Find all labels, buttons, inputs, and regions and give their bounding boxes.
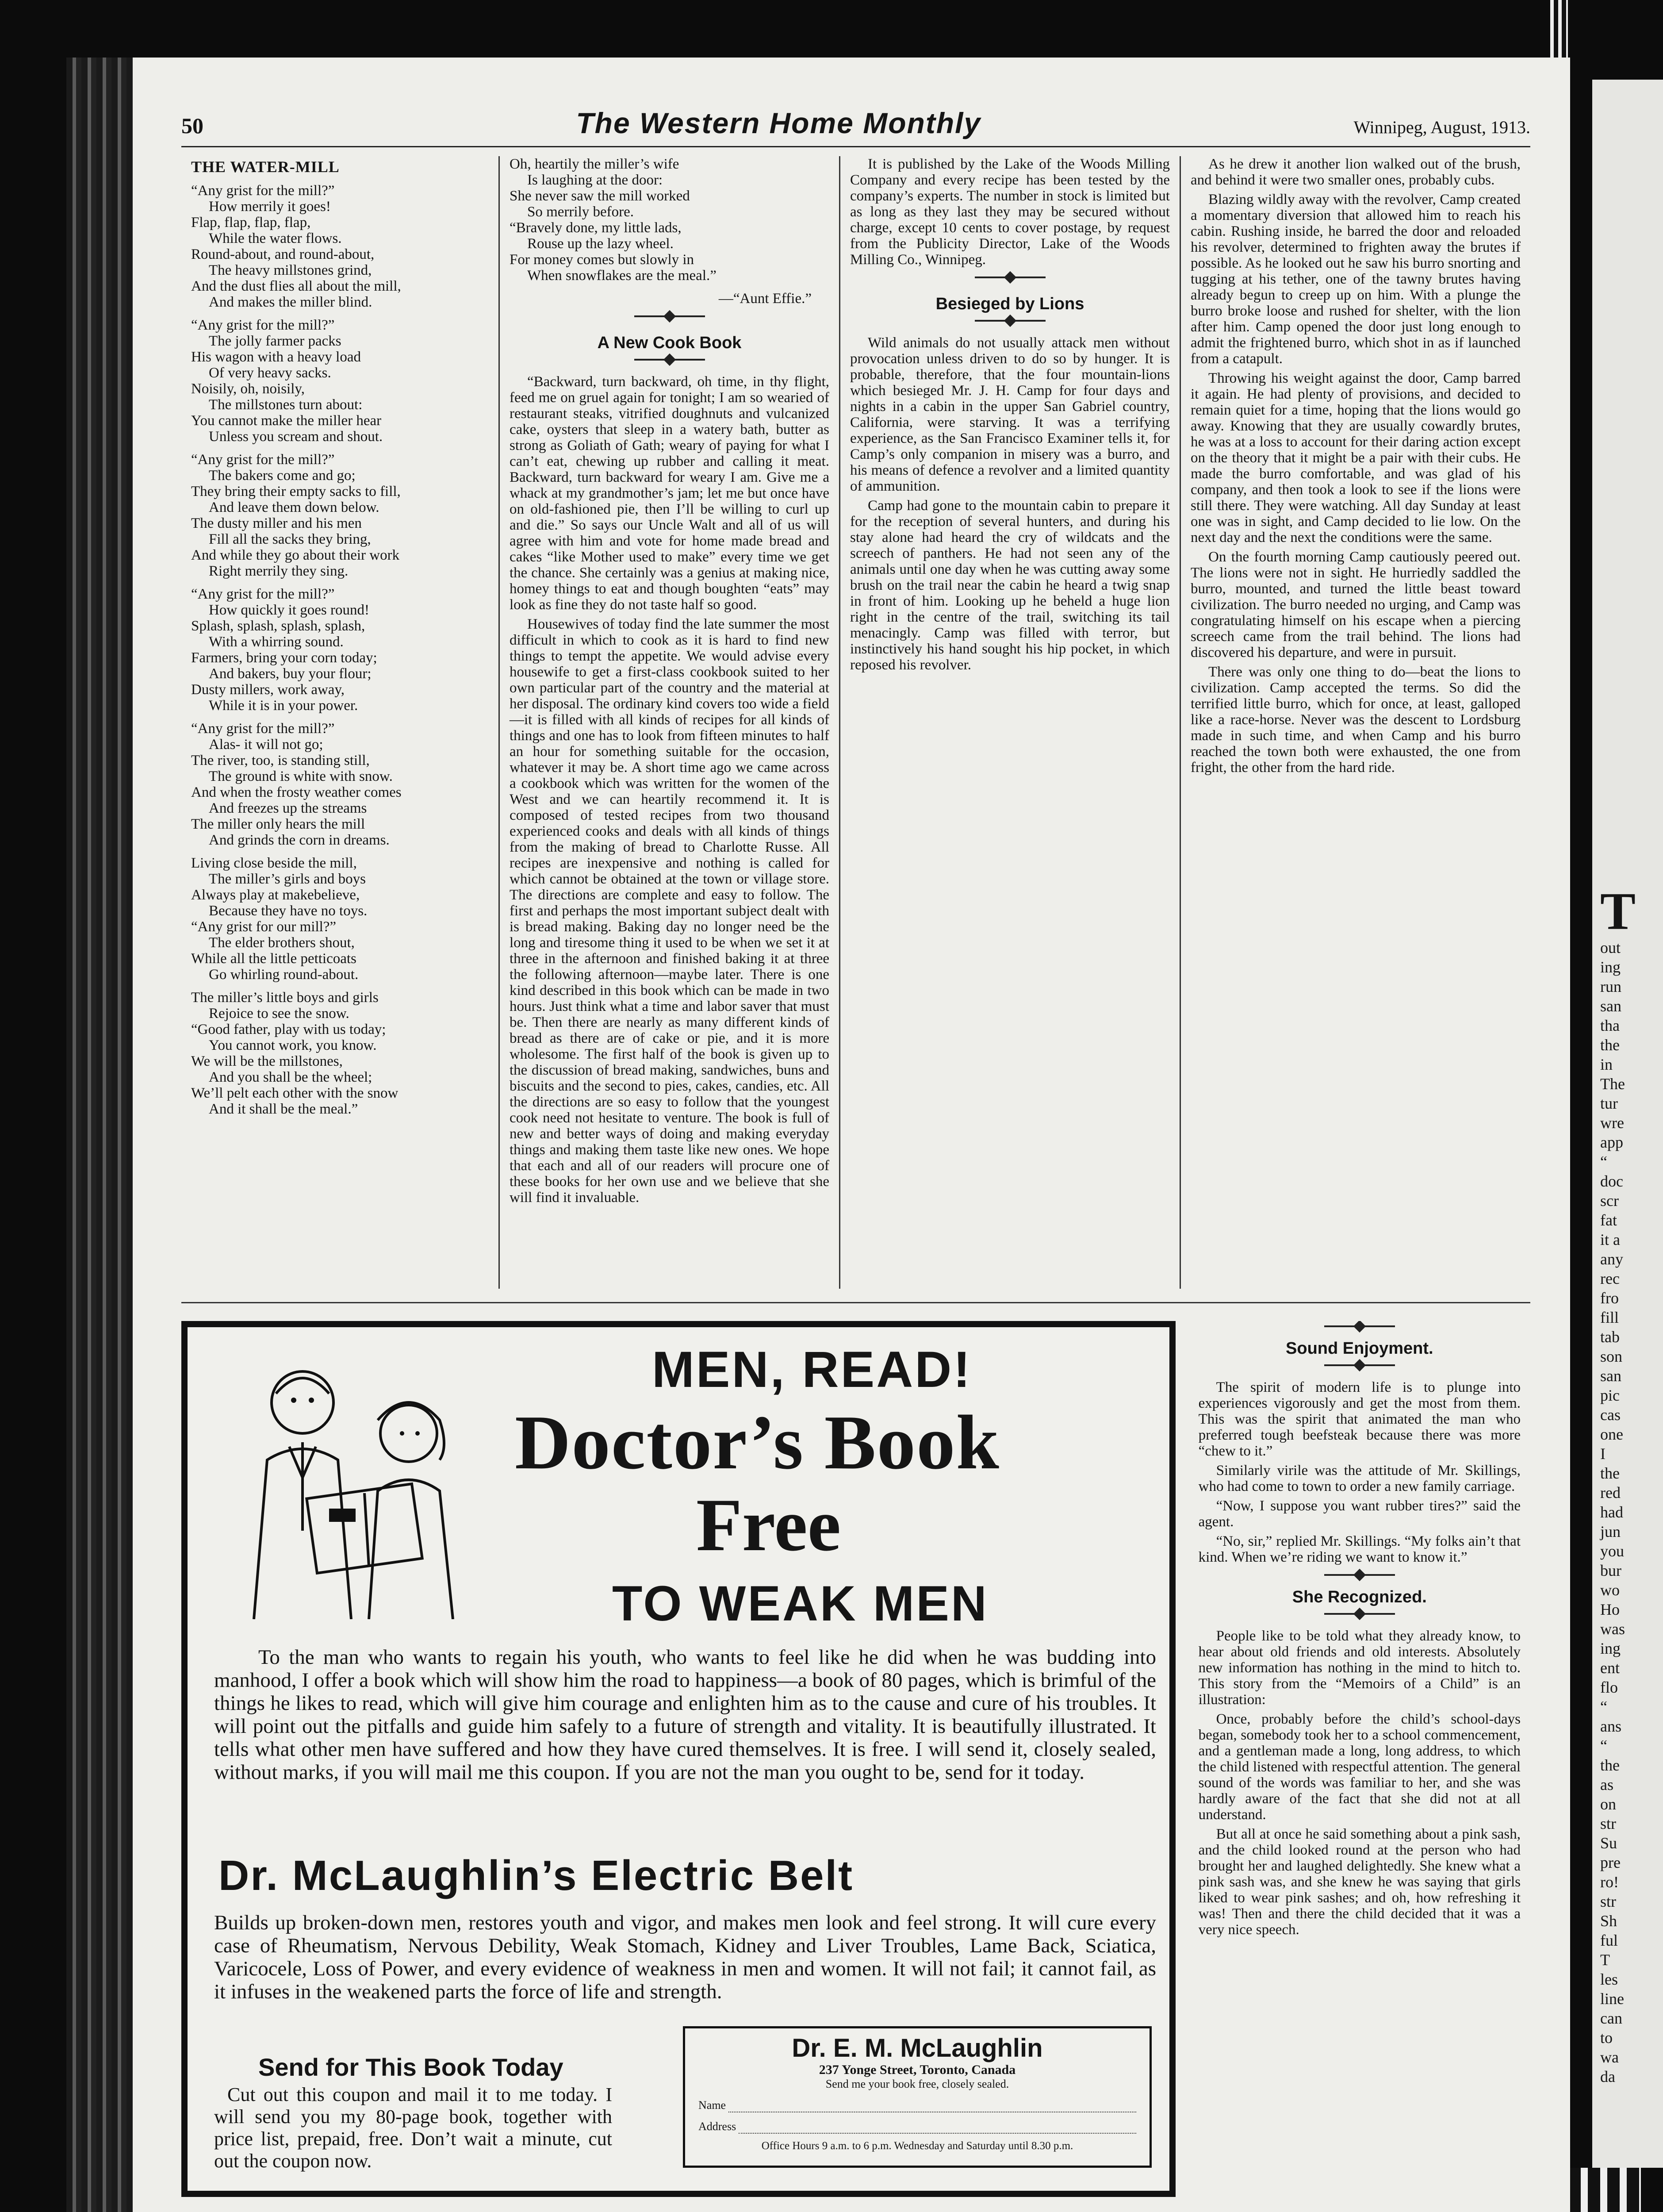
poem-line: The miller only hears the mill xyxy=(191,816,365,832)
poem-line: The miller’s little boys and girls xyxy=(191,990,379,1006)
adjacent-text-fragment: son xyxy=(1600,1348,1623,1365)
story-paragraph: “Now, I suppose you want rubber tires?” said the agent. xyxy=(1198,1498,1521,1530)
poem-column xyxy=(181,156,500,1289)
poem-line: “Any grist for the mill?” xyxy=(191,721,335,737)
poem-line: While it is in your power. xyxy=(209,698,358,714)
poem-line: Noisily, oh, noisily, xyxy=(191,381,305,397)
poem-stanzas-part2 xyxy=(510,156,829,284)
lions-paragraph: There was only one thing to do—beat the lions to civilization. Camp accepted the terms. So did the terrified little burro, which for once, at least, galloped like a race-horse. Never was the descent to Lordsburg made in such time, and when Camp and his burro reached the town both were exhausted, the one from fright, the other from the hard ride. xyxy=(1191,664,1521,776)
lions-title: Besieged by Lions xyxy=(935,295,1084,313)
lions-paragraph: Wild animals do not usually attack men without provocation unless driven to do so by hunger. It is probable, therefore, that the four mountain-lions which besieged Mr. J. H. Camp for four days and nights in a cabin in the upper San Gabriel country, California, were starving. It was a terrifying experience, as the San Francisco Examiner tells it, for Camp’s only companion in misery was a burro, and his means of defence a revolver and a limited quantity of ammunition. xyxy=(850,335,1170,494)
lions-paragraph: Blazing wildly away with the revolver, Camp created a momentary diversion that allowed him to reach his cabin. Rushing inside, he barred the door and reloaded his revolver, determined to frighten away the brutes if possible. As he looked out he saw his burro snorting and tugging at his tether, one of the tawny brutes having already begun to creep up on him. With a plunge the burro broke loose and rushed for shelter, with the lion after him. Camp opened the door just long enough to admit the frightened burro, which shot in as if launched from a catapult. xyxy=(1191,192,1521,367)
adjacent-text-fragment: ro! xyxy=(1600,1873,1619,1891)
poem-line: Dusty millers, work away, xyxy=(191,682,345,698)
poem-line: Oh, heartily the miller’s wife xyxy=(510,156,679,172)
story-paragraph: “No, sir,” replied Mr. Skillings. “My folks ain’t that kind. When we’re riding we want to know it.” xyxy=(1198,1533,1521,1565)
section-divider-ornament xyxy=(1324,1325,1395,1327)
poem-line: And leave them down below. xyxy=(209,499,379,515)
poem-line: And bakers, buy your flour; xyxy=(209,666,372,682)
poem-line: With a whirring sound. xyxy=(209,634,344,650)
poem-line: “Good father, play with us today; xyxy=(191,1022,386,1037)
cookbook-paragraph: Housewives of today find the late summer the most difficult in which to cook as it is hard to find new things to tempt the appetite. We would advise every housewife to get a first-class cookbook suited to her own particular part of the country and the material at her disposal. The ordinary kind covers too wide a field—it is filled with all kinds of recipes for all kinds of things and one has to look from fifteen minutes to half an hour for something suitable for the occasion, whatever it may be. A short time ago we came across a cookbook which was written for the women of the West and we can heartily recommend it. It is composed of tested recipes from two thousand experienced cooks and deals with all kinds of things from the making of bread to Charlotte Russe. All recipes are inexpensive and nothing is called for which cannot be obtained at the town or village store. The directions are complete and easy to follow. The first and perhaps the most important subject dealt with is bread making. Baking day no longer need be the long and tiresome thing it used to be when we set it at three in the afternoon and finished baking it at three the following afternoon—maybe later. There is one kind described in this book which can be made in two hours. Just think what a time and labor saver that must be. Then there are nearly as many different kinds of bread as there are of cake or pie, and it is more wholesome. The first half of the book is given up to the discussion of bread making, sandwiches, buns and biscuits and the second to pies, cakes, candies, etc. All the directions are so easy to follow that the youngest cook need not hesitate to venture. The book is full of new and better ways of doing and making everyday things and making them taste like new ones. We hope that each and all of our readers will procure one of these books for her own use and we believe that she will find it invaluable. xyxy=(510,616,829,1206)
adjacent-text-fragment: Sh xyxy=(1600,1912,1617,1930)
adjacent-text-fragment: san xyxy=(1600,997,1621,1015)
story-paragraph: People like to be told what they already know, to hear about old friends and old interests. Absolutely new information has nothing in the mind to hitch to. This story from the “Memoirs of a Child” is an illustration: xyxy=(1198,1628,1521,1708)
poem-stanza xyxy=(191,990,489,1117)
coupon-instruction: Send me your book free, closely sealed. xyxy=(825,2078,1009,2090)
poem-line: And the dust flies all about the mill, xyxy=(191,278,401,294)
poem-line: “Any grist for the mill?” xyxy=(191,317,335,333)
cookbook-paragraph: “Backward, turn backward, oh time, in thy flight, feed me on gruel again for tonight; I am so wearied of restaurant steaks, vitrified doughnuts and vulcanized cake, oysters that sleep in a watery bath, butter as strong as Goliath of Gath; weary of paying for what I can’t eat, chewing up rubber and calling it meat. Backward, turn backward for weary I am. Give me a whack at my grandmother’s jam; let me but once have on old-fashioned pie, then I’ll be willing to curl up and die.” So says our Uncle Walt and all of us will agree with him and vote for home made bread and cakes “like Mother used to make” every time we get the chance. She certainly was a genius at making nice, homey things to eat and though boughten “eats” may look as fine they do not taste half so good. xyxy=(510,374,829,613)
poem-line: Go whirling round-about. xyxy=(209,967,359,983)
adjacent-text-fragment: wa xyxy=(1600,2048,1619,2066)
section-divider-ornament xyxy=(634,315,705,317)
adjacent-text-fragment: fro xyxy=(1600,1289,1619,1307)
poem-stanza xyxy=(191,855,489,983)
cookbook-column xyxy=(500,156,840,1289)
poem-line: How quickly it goes round! xyxy=(209,602,369,618)
poem-line: “Any grist for our mill?” xyxy=(191,919,337,935)
adjacent-text-fragment: bur xyxy=(1600,1562,1621,1579)
poem-line: Always play at makebelieve, xyxy=(191,887,360,903)
adjacent-text-fragment: red xyxy=(1600,1484,1621,1502)
story-paragraph: The spirit of modern life is to plunge into experiences vigorously and get the most from them. This was the spirit that animated the man who preferred tough beefsteak because there was more “chew to it.” xyxy=(1198,1379,1521,1459)
mail-in-coupon[interactable] xyxy=(683,2026,1152,2168)
section-divider-ornament xyxy=(634,359,705,361)
section-divider-ornament xyxy=(1324,1574,1395,1576)
poem-stanza xyxy=(191,183,489,310)
adjacent-text-fragment: had xyxy=(1600,1503,1623,1521)
story-paragraph: But all at once he said something about a pink sash, and the child looked round at the person who had brought her and laughed delightedly. She knew what a pink sash was, and she knew he was saying that girls liked to wear pink sashes; and oh, how refreshing it was! Then and there the child decided that it was a very nice speech. xyxy=(1198,1826,1521,1938)
poem-line: And while they go about their work xyxy=(191,547,400,563)
lions-paragraph: Throwing his weight against the door, Camp barred it again. He had plenty of provisions, and decided to remain quiet for a time, hoping that the lions would go away. Knowing that they are usually cowardly brutes, he was at a loss to account for their daring action except on the theory that it might be a pair with their cubs. He made the burro comfortable, and was glad of his company, and then took a look to see if the lions were still there. They were watching. All day Sunday at least one was in sight, and Camp decided to lie low. On the next day and the next the conditions were the same. xyxy=(1191,370,1521,545)
lions-continued-column xyxy=(1181,156,1530,1289)
adjacent-text-fragment: da xyxy=(1600,2068,1615,2085)
cookbook-title: A New Cook Book xyxy=(597,334,742,352)
adjacent-text-fragment: fat xyxy=(1600,1211,1617,1229)
poem-line: She never saw the mill worked xyxy=(510,188,690,204)
coupon-office-hours: Office Hours 9 a.m. to 6 p.m. Wednesday and Saturday until 8.30 p.m. xyxy=(761,2140,1073,2152)
poem-line: For money comes but slowly in xyxy=(510,252,694,268)
short-stories-column xyxy=(1189,1321,1530,2206)
adjacent-text-fragment: “ xyxy=(1600,1698,1607,1716)
adjacent-text-fragment: ans xyxy=(1600,1717,1621,1735)
section-divider-ornament xyxy=(975,276,1046,278)
adjacent-text-fragment: “ xyxy=(1600,1737,1607,1755)
section-divider-ornament xyxy=(1324,1364,1395,1366)
coupon-address-field[interactable]: Address xyxy=(698,2120,1136,2134)
adjacent-text-fragment: you xyxy=(1600,1542,1624,1560)
adjacent-text-fragment: tur xyxy=(1600,1094,1618,1112)
adjacent-text-fragment: ing xyxy=(1600,1640,1621,1657)
poem-line: “Any grist for the mill?” xyxy=(191,586,335,602)
adjacent-text-fragment: the xyxy=(1600,1036,1620,1054)
ad-headline-free: Free xyxy=(696,1483,841,1567)
poem-stanzas-part1 xyxy=(191,183,489,1117)
doctors-book-advertisement xyxy=(181,1321,1176,2197)
poem-line: And grinds the corn in dreams. xyxy=(209,832,390,848)
adjacent-text-fragment: one xyxy=(1600,1425,1623,1443)
adjacent-text-fragment: tab xyxy=(1600,1328,1620,1346)
sound-enjoyment-title: Sound Enjoyment. xyxy=(1286,1339,1433,1358)
adjacent-text-fragment: “ xyxy=(1600,1153,1607,1171)
ad-headline-doctors-book: Doctor’s Book xyxy=(515,1399,1000,1485)
poem-line: The ground is white with snow. xyxy=(209,768,393,784)
poem-line: The elder brothers shout, xyxy=(209,935,355,951)
masthead-title: The Western Home Monthly xyxy=(576,107,981,139)
adjacent-text-fragment: to xyxy=(1600,2029,1613,2047)
adjacent-text-fragment: pic xyxy=(1600,1386,1620,1404)
adjacent-drop-cap: T xyxy=(1600,882,1636,941)
poem-line: Splash, splash, splash, splash, xyxy=(191,618,365,634)
adjacent-text-fragment: can xyxy=(1600,2009,1622,2027)
poem-line: You cannot make the miller hear xyxy=(191,413,382,429)
poem-line: The dusty miller and his men xyxy=(191,515,362,531)
adjacent-text-fragment: out xyxy=(1600,939,1621,956)
poem-line: The miller’s girls and boys xyxy=(209,871,366,887)
adjacent-text-fragment: T xyxy=(1600,1951,1610,1969)
couple-reading-illustration xyxy=(201,1345,510,1619)
poem-stanza xyxy=(191,721,489,848)
adjacent-text-fragment: ent xyxy=(1600,1659,1620,1677)
bottom-section xyxy=(181,1302,1530,2206)
poem-line: While the water flows. xyxy=(209,230,342,246)
poem-stanza xyxy=(510,156,829,284)
poem-line: The river, too, is standing still, xyxy=(191,753,370,768)
poem-line: “Any grist for the mill?” xyxy=(191,183,335,199)
poem-stanza xyxy=(191,452,489,579)
poem-line: How merrily it goes! xyxy=(209,199,331,215)
poem-line: And freezes up the streams xyxy=(209,800,367,816)
poem-line: And when the frosty weather comes xyxy=(191,784,402,800)
book-binding xyxy=(66,58,133,2212)
adjacent-text-fragment: wre xyxy=(1600,1114,1624,1132)
poem-line: While all the little petticoats xyxy=(191,951,356,967)
ad-send-heading: Send for This Book Today xyxy=(258,2053,563,2081)
poem-line: Of very heavy sacks. xyxy=(209,365,331,381)
poem-line: The jolly farmer packs xyxy=(209,333,341,349)
adjacent-text-fragment: app xyxy=(1600,1133,1623,1151)
poem-line: The bakers come and go; xyxy=(209,468,356,484)
poem-line: You cannot work, you know. xyxy=(209,1037,377,1053)
ad-body-text: To the man who wants to regain his youth, who wants to feel like he did when he was budding into manhood, I offer a book which will show him the road to happiness—a book of 80 pages, which is brimful of the things he likes to read, which will give him courage and enlighten him as to the cause and cure of his troubles. It will point out the pitfalls and guide him safely to a future of strength and vitality. It is beautifully illustrated. It tells what other men have suffered and how they have cured themselves. It is free. I will send it, closely sealed, without marks, if you will mail me this coupon. If you are not the man you ought to be, send for it today. xyxy=(214,1646,1156,1784)
poem-line: Living close beside the mill, xyxy=(191,855,357,871)
cookbook-paragraph: It is published by the Lake of the Woods Milling Company and every recipe has been tested by the company’s experts. The number in stock is limited but as long as they last they may be secured without charge, except 10 cents to cover postage, by request from the Publicity Director, Lake of the Woods Milling Co., Winnipeg. xyxy=(850,156,1170,268)
story-paragraph: Once, probably before the child’s school-days began, somebody took her to a school commencement, and a gentleman made a long, long address, to which the child listened with respectful attention. The general sound of the words was familiar to her, and she was hardly aware of the fact that she did not at all understand. xyxy=(1198,1711,1521,1823)
poem-line: Unless you scream and shout. xyxy=(209,429,383,445)
poem-line: Rejoice to see the snow. xyxy=(209,1006,349,1022)
poem-line: And it shall be the meal.” xyxy=(209,1101,358,1117)
lions-paragraph: On the fourth morning Camp cautiously peered out. The lions were not in sight. He hurriedly saddled the burro, mounted, and turned the little beast toward civilization. The burro needed no urging, and Camp was congratulating himself on his escape when a piercing screech came from the trail behind. The lions had discovered his departure, and were in pursuit. xyxy=(1191,549,1521,661)
ad-headline-men-read: MEN, READ! xyxy=(652,1341,972,1398)
ad-belt-description: Builds up broken-down men, restores youth and vigor, and makes men look and feel strong. It will cure every case of Rheumatism, Nervous Debility, Weak Stomach, Kidney and Liver Troubles, Lame Back, Sciatica, Varicocele, Loss of Power, and every evidence of weakness in men and women. It will not fail; it cannot fail, as it infuses in the weakened parts the force of life and strength. xyxy=(214,1911,1156,2003)
adjacent-text-fragment: run xyxy=(1600,978,1621,995)
poem-line: And you shall be the wheel; xyxy=(209,1069,372,1085)
adjacent-text-fragment: pre xyxy=(1600,1854,1621,1871)
poem-line: So merrily before. xyxy=(527,204,634,220)
poem-line: Rouse up the lazy wheel. xyxy=(527,236,674,252)
section-divider-ornament xyxy=(975,320,1046,322)
poem-line: We will be the millstones, xyxy=(191,1053,343,1069)
adjacent-text-fragment: Su xyxy=(1600,1834,1617,1852)
adjacent-text-fragment: ful xyxy=(1600,1932,1618,1949)
page-number: 50 xyxy=(181,113,203,138)
poem-line: They bring their empty sacks to fill, xyxy=(191,484,401,499)
poem-line: Flap, flap, flap, flap, xyxy=(191,215,311,230)
adjacent-text-fragment: wo xyxy=(1600,1581,1620,1599)
adjacent-text-fragment: rec xyxy=(1600,1270,1620,1287)
poem-line: And makes the miller blind. xyxy=(209,294,372,310)
she-recognized-title: She Recognized. xyxy=(1292,1588,1427,1606)
ad-send-instructions: Cut out this coupon and mail it to me today. I will send you my 80-page book, together with price list, prepaid, free. Don’t wait a minute, cut out the coupon now. xyxy=(214,2084,612,2172)
adjacent-text-fragment: on xyxy=(1600,1795,1616,1813)
poem-stanza xyxy=(191,317,489,445)
poem-line: Fill all the sacks they bring, xyxy=(209,531,371,547)
adjacent-text-fragment: in xyxy=(1600,1056,1613,1073)
adjacent-text-fragment: line xyxy=(1600,1990,1624,2008)
adjacent-text-fragment: it a xyxy=(1600,1231,1620,1248)
poem-line: Because they have no toys. xyxy=(209,903,368,919)
poem-line: Is laughing at the door: xyxy=(527,172,663,188)
adjacent-text-fragment: the xyxy=(1600,1464,1620,1482)
lions-paragraph: As he drew it another lion walked out of the brush, and behind it were two smaller ones, probably cubs. xyxy=(1191,156,1521,188)
poem-stanza xyxy=(191,586,489,714)
ad-belt-heading: Dr. McLaughlin’s Electric Belt xyxy=(218,1852,854,1899)
section-divider-ornament xyxy=(1324,1613,1395,1615)
poem-line: The heavy millstones grind, xyxy=(209,262,372,278)
adjacent-text-fragment: was xyxy=(1600,1620,1625,1638)
poem-line: Alas- it will not go; xyxy=(209,737,323,753)
adjacent-text-fragment: san xyxy=(1600,1367,1621,1385)
adjacent-text-fragment: les xyxy=(1600,1970,1618,1988)
coupon-address: 237 Yonge Street, Toronto, Canada xyxy=(819,2062,1016,2077)
adjacent-text-fragment: any xyxy=(1600,1250,1623,1268)
adjacent-page-fragments xyxy=(1600,938,1663,2086)
ad-headline-weak-men: TO WEAK MEN xyxy=(612,1576,989,1631)
poem-line: Round-about, and round-about, xyxy=(191,246,375,262)
adjacent-text-fragment: str xyxy=(1600,1893,1616,1910)
adjacent-text-fragment: I xyxy=(1600,1445,1606,1463)
poem-line: When snowflakes are the meal.” xyxy=(527,268,717,284)
adjacent-text-fragment: doc xyxy=(1600,1172,1623,1190)
poem-line: Farmers, bring your corn today; xyxy=(191,650,377,666)
adjacent-text-fragment: cas xyxy=(1600,1406,1621,1424)
adjacent-text-fragment: str xyxy=(1600,1815,1616,1832)
adjacent-text-fragment: fill xyxy=(1600,1309,1619,1326)
poem-line: “Bravely done, my little lads, xyxy=(510,220,682,236)
poem-line: “Any grist for the mill?” xyxy=(191,452,335,468)
adjacent-text-fragment: tha xyxy=(1600,1017,1620,1034)
poem-line: His wagon with a heavy load xyxy=(191,349,361,365)
poem-title: THE WATER-MILL xyxy=(191,158,340,176)
newspaper-page xyxy=(133,58,1570,2212)
poem-line: We’ll pelt each other with the snow xyxy=(191,1085,399,1101)
adjacent-page-edge xyxy=(1592,80,1663,2168)
adjacent-text-fragment: flo xyxy=(1600,1678,1618,1696)
coupon-doctor-name: Dr. E. M. McLaughlin xyxy=(792,2034,1043,2062)
adjacent-text-fragment: jun xyxy=(1600,1523,1621,1540)
poem-line: Right merrily they sing. xyxy=(209,563,349,579)
adjacent-text-fragment: the xyxy=(1600,1756,1620,1774)
adjacent-text-fragment: Ho xyxy=(1600,1601,1620,1618)
adjacent-text-fragment: ing xyxy=(1600,958,1621,976)
scan-edge-marks-bottom xyxy=(1561,2168,1641,2212)
adjacent-text-fragment: scr xyxy=(1600,1192,1619,1210)
page-header xyxy=(181,106,1530,147)
issue-date: Winnipeg, August, 1913. xyxy=(1353,117,1530,137)
poem-signature: —“Aunt Effie.” xyxy=(718,291,812,307)
adjacent-text-fragment: The xyxy=(1600,1075,1625,1093)
poem-line: The millstones turn about: xyxy=(209,397,363,413)
coupon-name-field[interactable]: Name xyxy=(698,2098,1136,2112)
lions-column xyxy=(840,156,1181,1289)
story-paragraph: Similarly virile was the attitude of Mr. Skillings, who had come to town to order a new family carriage. xyxy=(1198,1463,1521,1494)
lions-paragraph: Camp had gone to the mountain cabin to prepare it for the reception of several hunters, and during his stay alone had heard the cry of wildcats and the screech of panthers. He had not seen any of the animals until one day when he was cutting away some brush on the trail near the cabin he heard a twig snap in front of him. Looking up he beheld a huge lion right in the centre of the trail, switching its tail menacingly. Camp was filled with terror, but instinctively his hand sought his hip pocket, in which reposed his revolver. xyxy=(850,498,1170,673)
adjacent-text-fragment: as xyxy=(1600,1776,1613,1793)
article-columns xyxy=(181,156,1530,1289)
